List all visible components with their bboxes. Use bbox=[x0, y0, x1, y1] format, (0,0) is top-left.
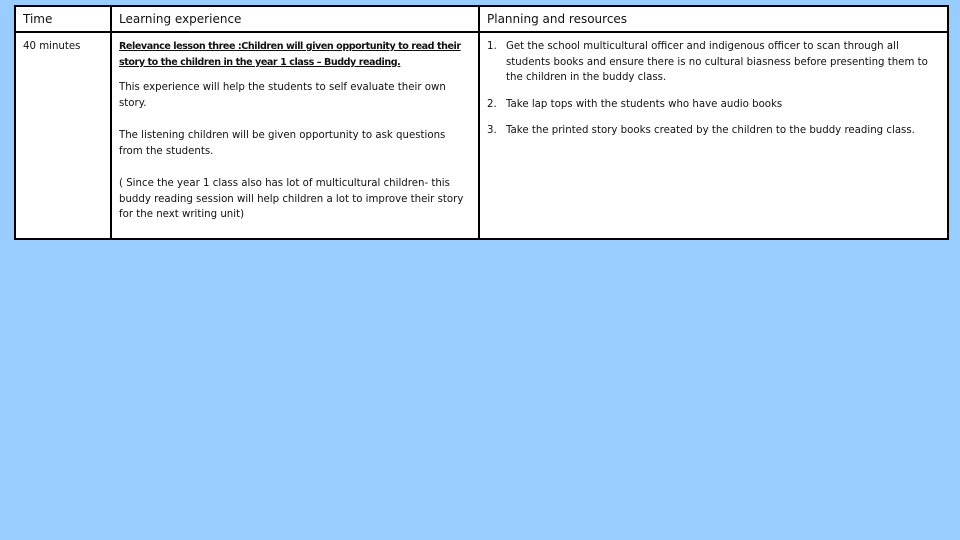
learning-paragraph: This experience will help the students to self evaluate their own story. bbox=[119, 82, 446, 109]
list-item-text: Get the school multicultural officer and indigenous officer to scan through all students books and ensure there is no cultural biasness before presenting them to the children in the buddy class. bbox=[506, 41, 928, 83]
list-item bbox=[487, 39, 940, 86]
lesson-title: Relevance lesson three :Children will given opportunity to read their story to the children in the year 1 class – Buddy reading. bbox=[119, 41, 461, 68]
list-item-number: 2. bbox=[487, 98, 497, 110]
cell-learning-experience bbox=[111, 32, 479, 239]
lesson-plan-table bbox=[14, 5, 949, 240]
header-planning-resources: Planning and resources bbox=[479, 6, 948, 32]
list-item bbox=[487, 97, 940, 113]
list-item-text: Take the printed story books created by the children to the buddy reading class. bbox=[506, 125, 915, 136]
list-item bbox=[487, 123, 940, 139]
table-row bbox=[15, 32, 948, 239]
list-item-number: 3. bbox=[487, 125, 497, 136]
learning-paragraph: ( Since the year 1 class also has lot of multicultural children- this buddy reading session will help children a lot to improve their story for the next writing unit) bbox=[119, 178, 464, 220]
planning-list bbox=[487, 39, 940, 139]
header-time: Time bbox=[15, 6, 111, 32]
list-item-number: 1. bbox=[487, 41, 497, 52]
learning-paragraph: The listening children will be given opportunity to ask questions from the students. bbox=[119, 130, 446, 157]
header-row bbox=[15, 6, 948, 32]
list-item-text: Take lap tops with the students who have audio books bbox=[506, 98, 783, 110]
cell-planning-resources bbox=[479, 32, 948, 239]
header-learning-experience: Learning experience bbox=[111, 6, 479, 32]
cell-time: 40 minutes bbox=[15, 32, 111, 239]
